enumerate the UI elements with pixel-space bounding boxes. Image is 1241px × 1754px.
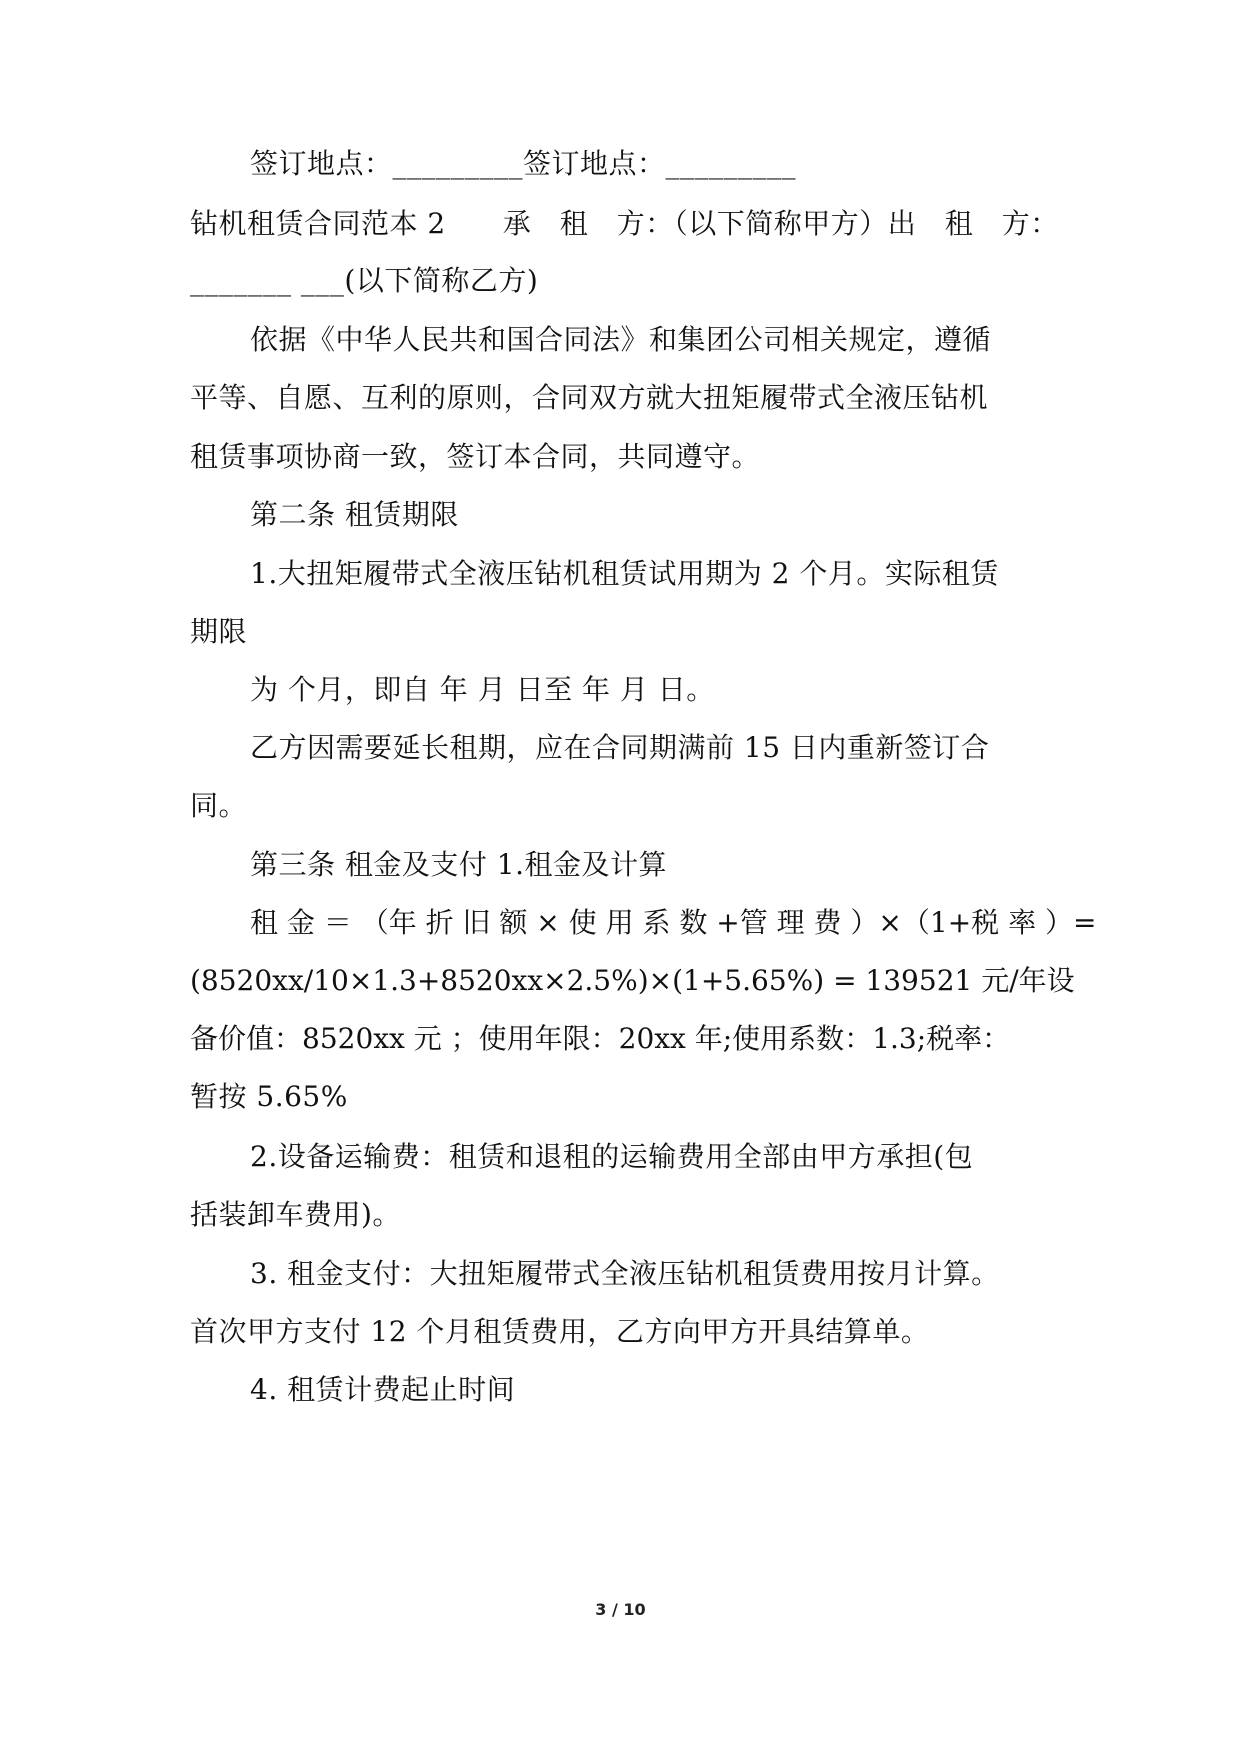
text-line-basis-3: 租赁事项协商一致，签订本合同，共同遵守。 — [190, 440, 761, 473]
text-line-signing-place: 签订地点：_________签订地点：_________ — [250, 147, 797, 180]
text-line-title-parties: 钻机租赁合同范本 2 承 租 方：（以下简称甲方）出 租 方： — [190, 207, 1059, 240]
text-line-term-2: 期限 — [190, 615, 248, 648]
text-line-term-1: 1.大扭矩履带式全液压钻机租赁试用期为 2 个月。实际租赁 — [250, 557, 999, 590]
text-line-rent-formula-2: (8520xx/10×1.3+8520xx×2.5%)×(1+5.65%) = 139521 元/年设 — [190, 964, 1075, 997]
text-line-transport-2: 括装卸车费用)。 — [190, 1198, 401, 1231]
text-line-payment-1: 3. 租金支付：大扭矩履带式全液压钻机租赁费用按月计算。 — [250, 1257, 1000, 1290]
text-line-rent-formula-3: 备价值：8520xx 元 ；使用年限：20xx 年;使用系数：1.3;税率： — [190, 1022, 1011, 1055]
text-line-term-3: 为 个月，即自 年 月 日至 年 月 日。 — [250, 673, 715, 706]
text-line-transport-1: 2.设备运输费：租赁和退租的运输费用全部由甲方承担(包 — [250, 1140, 974, 1173]
text-line-article-3-heading: 第三条 租金及支付 1.租金及计算 — [250, 848, 668, 881]
text-line-party-b: _______ ___(以下简称乙方) — [190, 264, 539, 297]
text-line-rent-formula-1: 租 金 ＝ （年 折 旧 额 × 使 用 系 数 +管 理 费 ）×（1+税 率 ）= — [250, 906, 1097, 939]
text-line-basis-1: 依据《中华人民共和国合同法》和集团公司相关规定，遵循 — [250, 323, 992, 356]
text-line-extension-2: 同。 — [190, 789, 248, 822]
text-line-extension-1: 乙方因需要延长租期，应在合同期满前 15 日内重新签订合 — [250, 731, 990, 764]
text-line-article-2-heading: 第二条 租赁期限 — [250, 498, 459, 531]
text-line-basis-2: 平等、自愿、互利的原则，合同双方就大扭矩履带式全液压钻机 — [190, 381, 989, 414]
text-line-rent-formula-4: 暂按 5.65% — [190, 1080, 348, 1113]
page-number: 3 / 10 — [595, 1600, 646, 1619]
text-line-payment-2: 首次甲方支付 12 个月租赁费用，乙方向甲方开具结算单。 — [190, 1315, 930, 1348]
text-line-billing-period: 4. 租赁计费起止时间 — [250, 1373, 516, 1406]
